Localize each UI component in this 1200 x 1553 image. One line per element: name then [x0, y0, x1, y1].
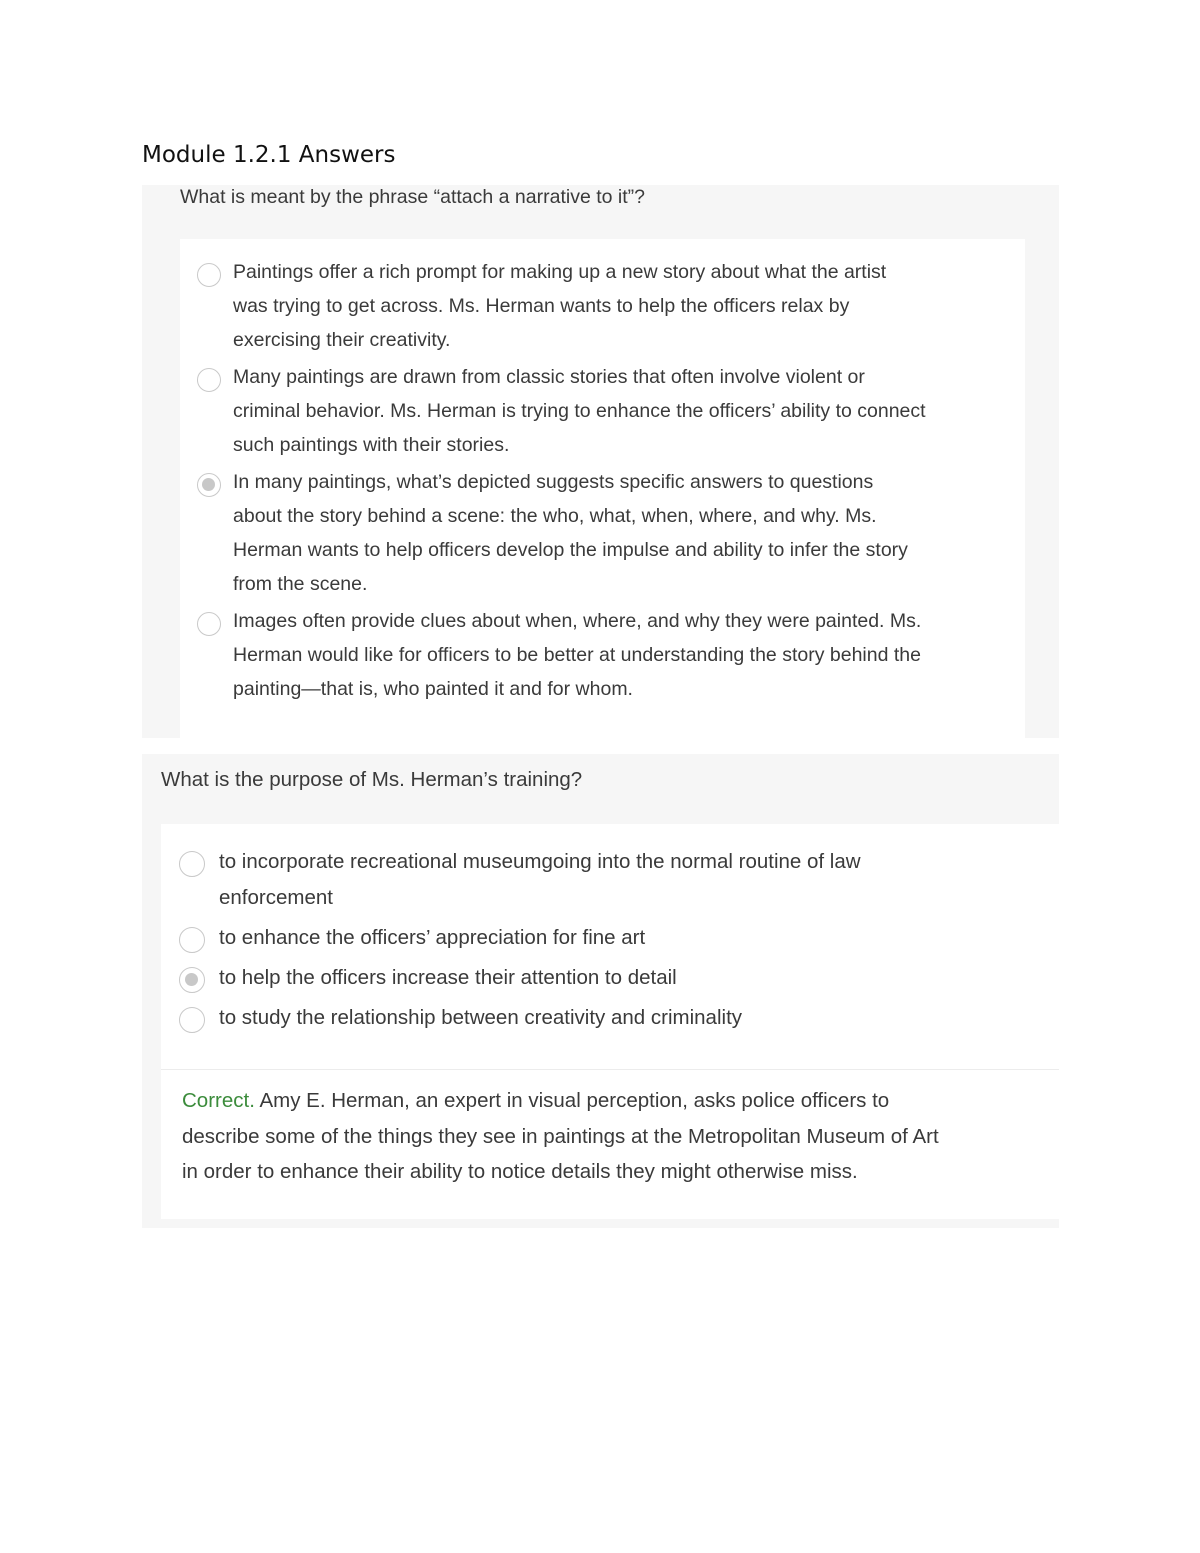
text-line: criminal behavior. Ms. Herman is trying to enhance the officers’ ability to connect [233, 400, 926, 422]
text-line: Herman would like for officers to be better at understanding the story behind the [233, 644, 921, 666]
answer-option-text [219, 1000, 742, 1036]
radio-button[interactable] [197, 263, 221, 287]
radio-button[interactable] [179, 851, 205, 877]
text-line: to enhance the officers’ appreciation for fine art [219, 926, 646, 949]
text-line: enforcement [219, 886, 333, 909]
page-title: Module 1.2.1 Answers [142, 142, 396, 168]
radio-button-selected[interactable] [179, 967, 205, 993]
feedback-text [182, 1083, 1042, 1190]
text-line: painting—that is, who painted it and for whom. [233, 678, 633, 700]
question-1-prompt: What is meant by the phrase “attach a narrative to it”? [180, 186, 645, 208]
text-line: in order to enhance their ability to notice details they might otherwise miss. [182, 1160, 858, 1183]
question-1-panel [142, 185, 1059, 738]
radio-button[interactable] [179, 927, 205, 953]
question-2-panel [142, 754, 1059, 1228]
radio-button[interactable] [197, 612, 221, 636]
answer-option-text [219, 920, 645, 956]
answer-option-text [219, 960, 677, 996]
text-line: Many paintings are drawn from classic stories that often involve violent or [233, 366, 865, 388]
radio-button[interactable] [179, 1007, 205, 1033]
radio-button-selected[interactable] [197, 473, 221, 497]
text-line: to study the relationship between creativity and criminality [219, 1006, 743, 1029]
text-line: about the story behind a scene: the who, what, when, where, and why. Ms. [233, 505, 877, 527]
text-line: Paintings offer a rich prompt for making up a new story about what the artist [233, 261, 887, 283]
answer-option-text [233, 255, 886, 357]
answer-option[interactable] [197, 366, 1007, 462]
text-line: In many paintings, what’s depicted suggests specific answers to questions [233, 471, 874, 493]
text-line: to help the officers increase their attention to detail [219, 966, 677, 989]
answer-option[interactable] [197, 261, 1007, 357]
answer-option-text [233, 604, 921, 706]
answer-option-selected[interactable] [197, 471, 1007, 601]
text-line: exercising their creativity. [233, 329, 451, 351]
answer-option-selected[interactable] [179, 965, 1039, 996]
text-line: was trying to get across. Ms. Herman wants to help the officers relax by [233, 295, 850, 317]
text-line: Amy E. Herman, an expert in visual perception, asks police officers to [254, 1089, 890, 1112]
question-2-prompt: What is the purpose of Ms. Herman’s training? [161, 768, 583, 791]
feedback-divider [161, 1069, 1059, 1070]
text-line: from the scene. [233, 573, 368, 595]
answer-option[interactable] [179, 849, 1039, 916]
text-line: such paintings with their stories. [233, 434, 510, 456]
text-line: Images often provide clues about when, where, and why they were painted. Ms. [233, 610, 922, 632]
text-line: Herman wants to help officers develop the impulse and ability to infer the story [233, 539, 908, 561]
answer-option[interactable] [179, 925, 1039, 956]
answer-option[interactable] [197, 610, 1007, 706]
answer-option-text [233, 465, 908, 601]
question-2-answer-card [161, 824, 1059, 1219]
correct-label: Correct. [182, 1089, 255, 1112]
question-2-options [179, 849, 1039, 1045]
answer-option-text [233, 360, 926, 462]
text-line: describe some of the things they see in paintings at the Metropolitan Museum of Art [182, 1124, 939, 1148]
radio-button[interactable] [197, 368, 221, 392]
question-1-options [197, 261, 1007, 715]
text-line: to incorporate recreational museumgoing into the normal routine of law [219, 850, 861, 873]
answer-option-text [219, 844, 861, 916]
answer-option[interactable] [179, 1005, 1039, 1036]
question-1-answer-card [180, 239, 1025, 738]
